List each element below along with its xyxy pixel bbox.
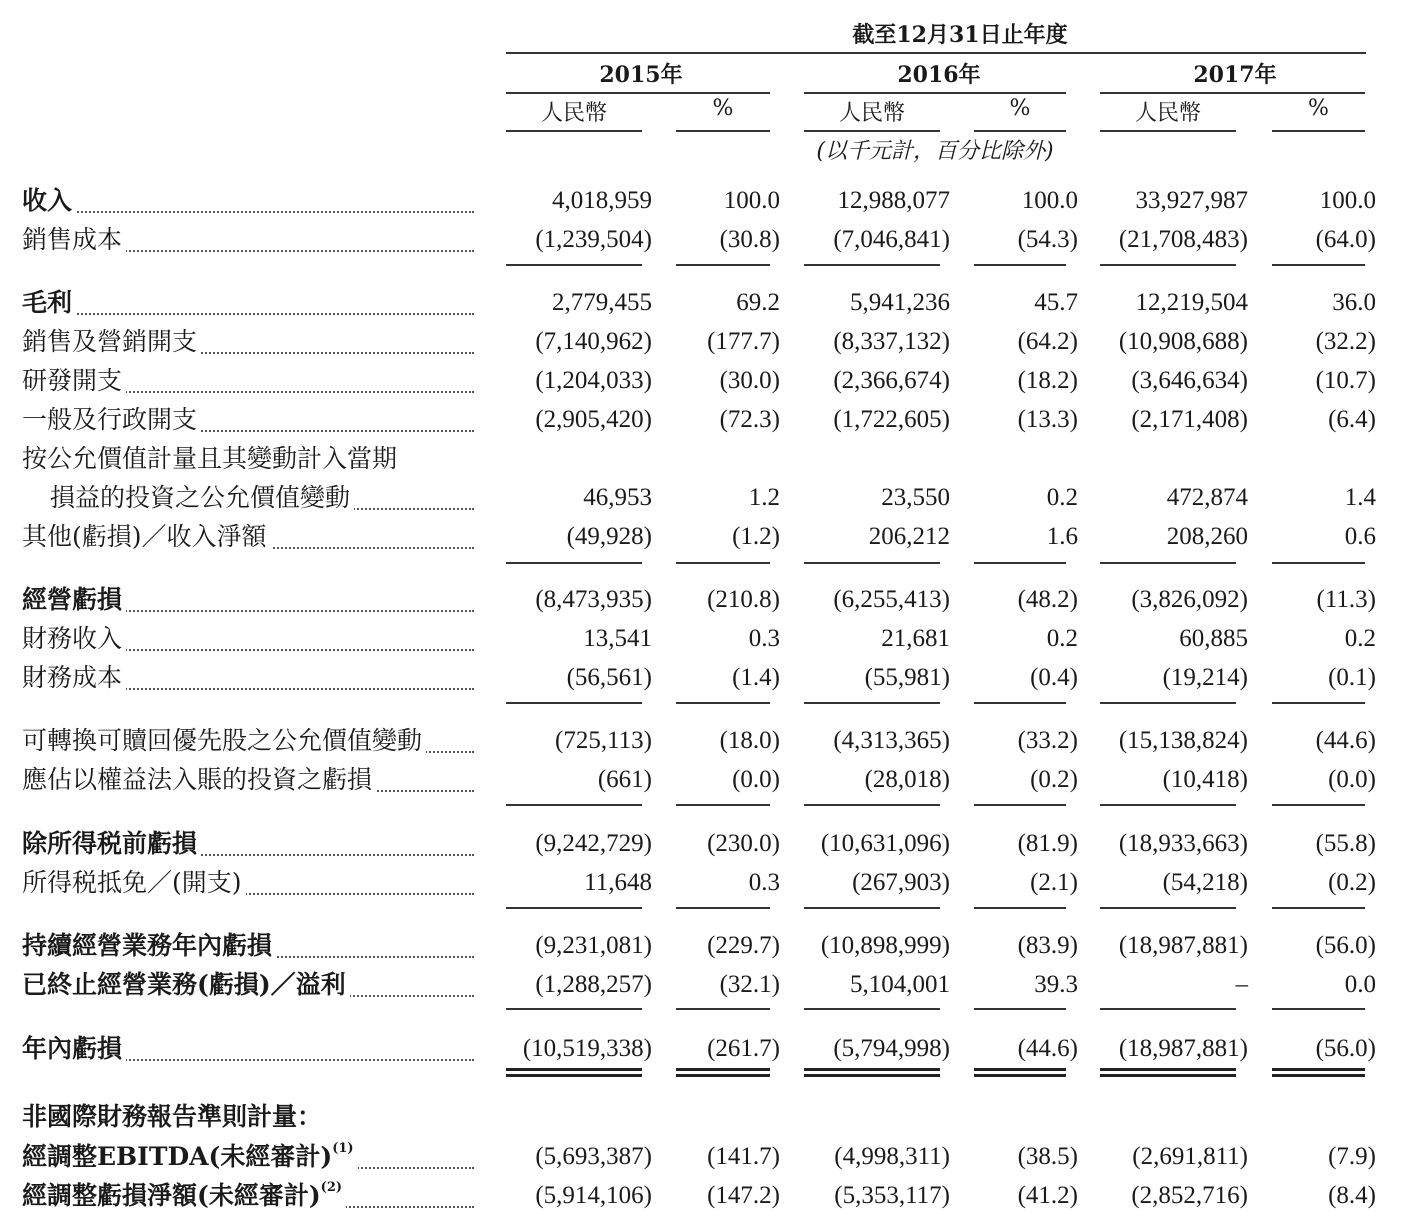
row-value: 472,874 bbox=[1166, 484, 1248, 511]
row-label: 其他(虧損)／收入淨額 bbox=[22, 522, 474, 552]
row-value: (38.5) bbox=[1017, 1143, 1078, 1170]
row-value: (1.2) bbox=[732, 523, 780, 550]
row-value: (177.7) bbox=[707, 328, 780, 355]
subtotal-rule bbox=[676, 804, 770, 806]
row-label: 財務成本 bbox=[22, 663, 474, 693]
row-label: 所得税抵免／(開支) bbox=[22, 868, 474, 898]
currency-header-2015: 人民幣 bbox=[540, 101, 607, 126]
row-value: (48.2) bbox=[1017, 586, 1078, 613]
row-value: 206,212 bbox=[868, 523, 950, 550]
row-value: (28,018) bbox=[864, 766, 950, 793]
subtotal-rule bbox=[804, 702, 940, 704]
row-value: 12,219,504 bbox=[1135, 289, 1248, 316]
row-value: (8.4) bbox=[1328, 1182, 1376, 1209]
row-value: (0.0) bbox=[732, 766, 780, 793]
row-label: 除所得税前虧損 bbox=[22, 829, 474, 859]
double-rule bbox=[1272, 1068, 1365, 1071]
row-value: 1.2 bbox=[748, 484, 780, 511]
row-value: (2.1) bbox=[1030, 869, 1078, 896]
row-value: (1,204,033) bbox=[535, 367, 652, 394]
row-value: 36.0 bbox=[1332, 289, 1376, 316]
rule-under-period bbox=[506, 52, 1366, 54]
row-value: 100.0 bbox=[1319, 187, 1376, 214]
row-value: 0.3 bbox=[748, 625, 780, 652]
row-value: 100.0 bbox=[1021, 187, 1078, 214]
rule-sub-1 bbox=[506, 130, 642, 132]
row-value: (56.0) bbox=[1315, 1035, 1376, 1062]
subtotal-rule bbox=[1272, 702, 1365, 704]
subtotal-rule bbox=[1100, 702, 1236, 704]
period-title: 截至12月31日止年度 bbox=[852, 22, 1068, 48]
subtotal-rule bbox=[974, 702, 1066, 704]
subtotal-rule bbox=[804, 562, 940, 564]
rule-sub-6 bbox=[1272, 130, 1365, 132]
row-value: (9,242,729) bbox=[535, 830, 652, 857]
double-rule bbox=[1100, 1074, 1236, 1077]
row-label: 收入 bbox=[22, 186, 474, 216]
row-value: (6.4) bbox=[1328, 406, 1376, 433]
subtotal-rule bbox=[1100, 907, 1236, 909]
row-label: 年內虧損 bbox=[22, 1034, 474, 1064]
row-value: (147.2) bbox=[707, 1182, 780, 1209]
subtotal-rule bbox=[804, 1008, 940, 1010]
double-rule bbox=[804, 1074, 940, 1077]
row-value: (83.9) bbox=[1017, 932, 1078, 959]
row-value: (18.0) bbox=[719, 727, 780, 754]
double-rule bbox=[676, 1068, 770, 1071]
row-label: 持續經營業務年內虧損 bbox=[22, 931, 474, 961]
year-2017-header: 2017年 bbox=[1193, 62, 1277, 88]
row-value: (32.1) bbox=[719, 971, 780, 998]
row-value: (10,418) bbox=[1162, 766, 1248, 793]
row-value: (1,239,504) bbox=[535, 226, 652, 253]
row-value: 100.0 bbox=[723, 187, 780, 214]
row-value: 1.6 bbox=[1046, 523, 1078, 550]
row-value: (44.6) bbox=[1315, 727, 1376, 754]
row-value: (5,693,387) bbox=[535, 1143, 652, 1170]
row-value: (1.4) bbox=[732, 664, 780, 691]
percent-header-2016: % bbox=[1009, 96, 1031, 121]
double-rule bbox=[1272, 1074, 1365, 1077]
subtotal-rule bbox=[1100, 1008, 1236, 1010]
row-value: (1,722,605) bbox=[833, 406, 950, 433]
row-value: (56,561) bbox=[566, 664, 652, 691]
subtotal-rule bbox=[1272, 907, 1365, 909]
subtotal-rule bbox=[1100, 562, 1236, 564]
row-value: (55,981) bbox=[864, 664, 950, 691]
row-value: (0.2) bbox=[1328, 869, 1376, 896]
percent-header-2017: % bbox=[1308, 96, 1329, 121]
row-value: 23,550 bbox=[881, 484, 950, 511]
row-value: (7,046,841) bbox=[833, 226, 950, 253]
row-value: (2,366,674) bbox=[833, 367, 950, 394]
row-value: (3,826,092) bbox=[1131, 586, 1248, 613]
row-value: (5,914,106) bbox=[535, 1182, 652, 1209]
currency-header-2016: 人民幣 bbox=[838, 101, 905, 126]
row-value: 69.2 bbox=[736, 289, 780, 316]
row-value: (54.3) bbox=[1017, 226, 1078, 253]
row-label: 經營虧損 bbox=[22, 585, 474, 615]
row-value: (19,214) bbox=[1162, 664, 1248, 691]
row-label: 非國際財務報告準則計量： bbox=[22, 1102, 474, 1132]
row-label: 一般及行政開支 bbox=[22, 405, 474, 435]
row-label: 可轉換可贖回優先股之公允價值變動 bbox=[22, 726, 474, 756]
row-value: (210.8) bbox=[707, 586, 780, 613]
row-value: (229.7) bbox=[707, 932, 780, 959]
row-value: (9,231,081) bbox=[535, 932, 652, 959]
row-value: (8,337,132) bbox=[833, 328, 950, 355]
subtotal-rule bbox=[1100, 804, 1236, 806]
percent-header-2015: % bbox=[712, 96, 734, 121]
row-value: (18,933,663) bbox=[1118, 830, 1248, 857]
row-value: (64.0) bbox=[1315, 226, 1376, 253]
row-value: 12,988,077 bbox=[837, 187, 950, 214]
subtotal-rule bbox=[804, 804, 940, 806]
row-value: (4,998,311) bbox=[834, 1143, 950, 1170]
row-value: (33.2) bbox=[1017, 727, 1078, 754]
row-value: (55.8) bbox=[1315, 830, 1376, 857]
row-value: (5,353,117) bbox=[834, 1182, 950, 1209]
row-value: (2,691,811) bbox=[1132, 1143, 1248, 1170]
subtotal-rule bbox=[676, 1008, 770, 1010]
row-value: (5,794,998) bbox=[833, 1035, 950, 1062]
row-value: (261.7) bbox=[707, 1035, 780, 1062]
row-value: (230.0) bbox=[707, 830, 780, 857]
rule-under-2016 bbox=[804, 92, 1066, 94]
row-value: 0.6 bbox=[1344, 523, 1376, 550]
row-value: (54,218) bbox=[1162, 869, 1248, 896]
subtotal-rule bbox=[804, 264, 940, 266]
row-value: (6,255,413) bbox=[833, 586, 950, 613]
row-label: 銷售及營銷開支 bbox=[22, 327, 474, 357]
subtotal-rule bbox=[676, 264, 770, 266]
row-value: (3,646,634) bbox=[1131, 367, 1248, 394]
subtotal-rule bbox=[506, 562, 642, 564]
subtotal-rule bbox=[974, 264, 1066, 266]
row-value: (7.9) bbox=[1328, 1143, 1376, 1170]
row-value: (30.0) bbox=[719, 367, 780, 394]
row-value: (11.3) bbox=[1316, 586, 1376, 613]
year-2016-header: 2016年 bbox=[897, 62, 981, 88]
row-value: 13,541 bbox=[583, 625, 652, 652]
row-value: (10,898,999) bbox=[820, 932, 950, 959]
subtotal-rule bbox=[506, 907, 642, 909]
row-label: 損益的投資之公允價值變動 bbox=[50, 483, 474, 513]
subtotal-rule bbox=[974, 804, 1066, 806]
subtotal-rule bbox=[974, 907, 1066, 909]
row-value: 208,260 bbox=[1166, 523, 1248, 550]
unit-note: (以千元計，百分比除外) bbox=[816, 139, 1054, 164]
double-rule bbox=[974, 1068, 1066, 1071]
row-value: 46,953 bbox=[583, 484, 652, 511]
row-value: (0.1) bbox=[1328, 664, 1376, 691]
row-value: (2,905,420) bbox=[535, 406, 652, 433]
row-value: (18,987,881) bbox=[1118, 1035, 1248, 1062]
subtotal-rule bbox=[1272, 804, 1365, 806]
row-value: (10,519,338) bbox=[522, 1035, 652, 1062]
subtotal-rule bbox=[506, 1008, 642, 1010]
row-value: (10,908,688) bbox=[1118, 328, 1248, 355]
row-value: (0.4) bbox=[1030, 664, 1078, 691]
row-value: (10.7) bbox=[1315, 367, 1376, 394]
row-value: 0.2 bbox=[1344, 625, 1376, 652]
subtotal-rule bbox=[974, 1008, 1066, 1010]
double-rule bbox=[506, 1068, 642, 1071]
row-value: (30.8) bbox=[719, 226, 780, 253]
rule-sub-5 bbox=[1100, 130, 1236, 132]
row-value: (4,313,365) bbox=[833, 727, 950, 754]
row-value: (141.7) bbox=[707, 1143, 780, 1170]
rule-sub-2 bbox=[676, 130, 770, 132]
row-value: 5,104,001 bbox=[850, 971, 950, 998]
row-value: 45.7 bbox=[1034, 289, 1078, 316]
subtotal-rule bbox=[506, 702, 642, 704]
row-value: (41.2) bbox=[1017, 1182, 1078, 1209]
row-label: 研發開支 bbox=[22, 366, 474, 396]
row-value: 39.3 bbox=[1034, 971, 1078, 998]
row-value: (15,138,824) bbox=[1118, 727, 1248, 754]
double-rule bbox=[1100, 1068, 1236, 1071]
row-value: (1,288,257) bbox=[535, 971, 652, 998]
row-value: 0.3 bbox=[748, 869, 780, 896]
subtotal-rule bbox=[506, 804, 642, 806]
row-label: 毛利 bbox=[22, 288, 474, 318]
row-value: (2,852,716) bbox=[1131, 1182, 1248, 1209]
row-value: (56.0) bbox=[1315, 932, 1376, 959]
subtotal-rule bbox=[1100, 264, 1236, 266]
row-value: 5,941,236 bbox=[850, 289, 950, 316]
row-value: 0.0 bbox=[1344, 971, 1376, 998]
subtotal-rule bbox=[676, 702, 770, 704]
subtotal-rule bbox=[1272, 264, 1365, 266]
year-2015-header: 2015年 bbox=[599, 62, 683, 88]
row-value: (0.2) bbox=[1030, 766, 1078, 793]
row-value: (2,171,408) bbox=[1131, 406, 1248, 433]
row-value: (661) bbox=[597, 766, 652, 793]
row-value: (81.9) bbox=[1017, 830, 1078, 857]
row-value: 21,681 bbox=[881, 625, 950, 652]
subtotal-rule bbox=[974, 562, 1066, 564]
row-value: 60,885 bbox=[1179, 625, 1248, 652]
row-value: (18,987,881) bbox=[1118, 932, 1248, 959]
row-value: 0.2 bbox=[1046, 484, 1078, 511]
subtotal-rule bbox=[1272, 562, 1365, 564]
row-value: 11,648 bbox=[584, 869, 652, 896]
row-value: (10,631,096) bbox=[820, 830, 950, 857]
subtotal-rule bbox=[804, 907, 940, 909]
row-label: 經調整虧損淨額(未經審計)$^{(2)}$ bbox=[22, 1181, 474, 1211]
row-label: 應佔以權益法入賬的投資之虧損 bbox=[22, 765, 474, 795]
row-value: (0.0) bbox=[1328, 766, 1376, 793]
subtotal-rule bbox=[676, 562, 770, 564]
row-value: (32.2) bbox=[1315, 328, 1376, 355]
row-label: 銷售成本 bbox=[22, 225, 474, 255]
row-label: 已終止經營業務(虧損)／溢利 bbox=[22, 970, 474, 1000]
rule-sub-3 bbox=[804, 130, 940, 132]
row-value: 1.4 bbox=[1344, 484, 1376, 511]
row-value: (267,903) bbox=[852, 869, 950, 896]
rule-under-2017 bbox=[1100, 92, 1365, 94]
row-value: (21,708,483) bbox=[1118, 226, 1248, 253]
row-value: (49,928) bbox=[566, 523, 652, 550]
row-value: 33,927,987 bbox=[1135, 187, 1248, 214]
double-rule bbox=[974, 1074, 1066, 1077]
row-value: (64.2) bbox=[1017, 328, 1078, 355]
row-value: (13.3) bbox=[1017, 406, 1078, 433]
double-rule bbox=[804, 1068, 940, 1071]
row-value: – bbox=[1235, 971, 1248, 998]
subtotal-rule bbox=[676, 907, 770, 909]
rule-sub-4 bbox=[974, 130, 1066, 132]
double-rule bbox=[676, 1074, 770, 1077]
subtotal-rule bbox=[1272, 1008, 1365, 1010]
row-value: (7,140,962) bbox=[535, 328, 652, 355]
row-label: 經調整EBITDA(未經審計)$^{(1)}$ bbox=[22, 1142, 474, 1172]
row-value: 0.2 bbox=[1046, 625, 1078, 652]
double-rule bbox=[506, 1074, 642, 1077]
row-value: 2,779,455 bbox=[552, 289, 652, 316]
row-value: (725,113) bbox=[555, 727, 652, 754]
row-value: (72.3) bbox=[719, 406, 780, 433]
currency-header-2017: 人民幣 bbox=[1134, 101, 1201, 126]
row-value: 4,018,959 bbox=[552, 187, 652, 214]
subtotal-rule bbox=[506, 264, 642, 266]
row-value: (18.2) bbox=[1017, 367, 1078, 394]
rule-under-2015 bbox=[506, 92, 770, 94]
row-label: 按公允價值計量且其變動計入當期 bbox=[22, 444, 474, 474]
row-label: 財務收入 bbox=[22, 624, 474, 654]
row-value: (8,473,935) bbox=[535, 586, 652, 613]
row-value: (44.6) bbox=[1017, 1035, 1078, 1062]
